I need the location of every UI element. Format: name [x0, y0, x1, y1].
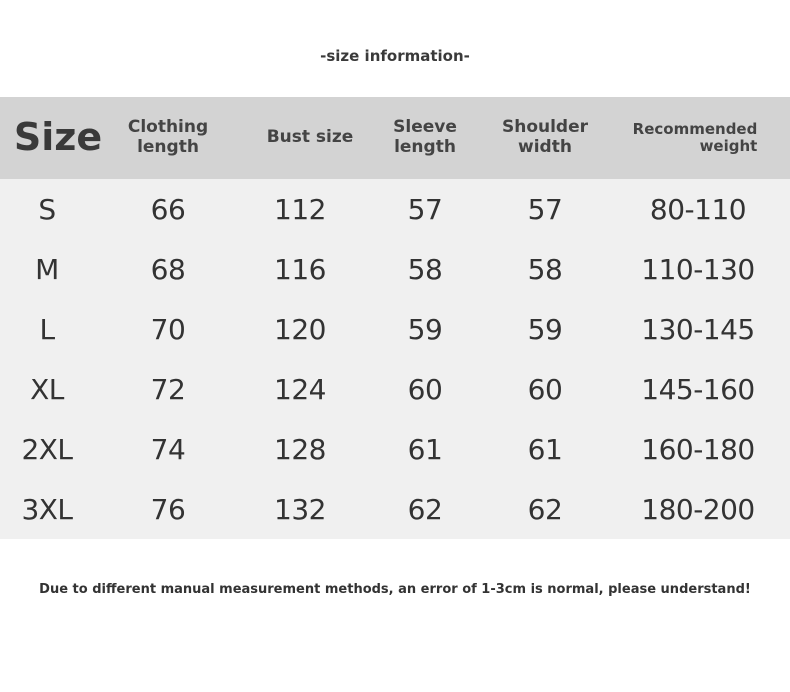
table-row [0, 299, 790, 359]
header-shoulder-width: Shoulder width [501, 117, 589, 157]
cell-clothing-length: 68 [150, 252, 186, 286]
cell-clothing-length: 70 [150, 312, 186, 346]
cell-shoulder-width: 62 [527, 492, 563, 526]
header-clothing-length: Clothing length [127, 117, 209, 157]
cell-recommended-weight: 130-145 [641, 312, 755, 346]
table-row [0, 179, 790, 239]
header-bust-size: Bust size [266, 127, 354, 148]
cell-size: L [39, 312, 55, 346]
header-size: Size [13, 115, 103, 160]
table-row [0, 239, 790, 299]
cell-recommended-weight: 145-160 [641, 372, 755, 406]
table-row [0, 479, 790, 539]
cell-bust-size: 116 [274, 252, 326, 286]
cell-clothing-length: 72 [150, 372, 186, 406]
cell-recommended-weight: 180-200 [641, 492, 755, 526]
cell-shoulder-width: 59 [527, 312, 563, 346]
table-row [0, 419, 790, 479]
cell-size: 3XL [21, 492, 73, 526]
cell-bust-size: 132 [274, 492, 326, 526]
cell-sleeve-length: 57 [407, 192, 443, 226]
cell-clothing-length: 74 [150, 432, 186, 466]
page-title: -size information- [320, 47, 470, 65]
cell-size: S [38, 192, 56, 226]
cell-bust-size: 128 [274, 432, 326, 466]
table-row [0, 359, 790, 419]
cell-sleeve-length: 59 [407, 312, 443, 346]
cell-size: M [35, 252, 59, 286]
cell-recommended-weight: 160-180 [641, 432, 755, 466]
cell-sleeve-length: 60 [407, 372, 443, 406]
cell-shoulder-width: 61 [527, 432, 563, 466]
cell-size: XL [30, 372, 64, 406]
cell-sleeve-length: 61 [407, 432, 443, 466]
cell-recommended-weight: 80-110 [649, 192, 747, 226]
cell-bust-size: 120 [274, 312, 326, 346]
cell-clothing-length: 76 [150, 492, 186, 526]
cell-bust-size: 124 [274, 372, 326, 406]
cell-bust-size: 112 [274, 192, 326, 226]
cell-shoulder-width: 57 [527, 192, 563, 226]
header-sleeve-length: Sleeve length [393, 117, 457, 157]
header-recommended-weight: Recommended weight [632, 119, 758, 155]
table-header [0, 97, 790, 179]
size-table [0, 97, 790, 539]
measurement-disclaimer: Due to different manual measurement methods, an error of 1-3cm is normal, please understand! [39, 582, 751, 597]
cell-sleeve-length: 58 [407, 252, 443, 286]
cell-sleeve-length: 62 [407, 492, 443, 526]
cell-shoulder-width: 60 [527, 372, 563, 406]
cell-shoulder-width: 58 [527, 252, 563, 286]
cell-recommended-weight: 110-130 [641, 252, 755, 286]
cell-clothing-length: 66 [150, 192, 186, 226]
cell-size: 2XL [21, 432, 73, 466]
